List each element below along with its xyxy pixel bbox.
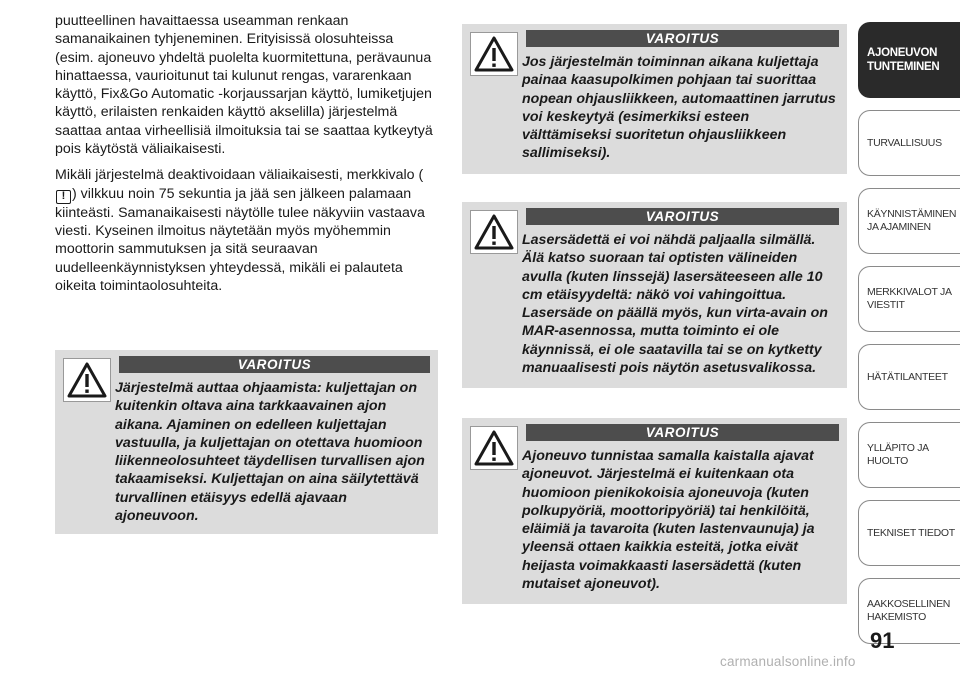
tab-label: VIESTIT (867, 299, 905, 311)
page-number: 91 (870, 628, 895, 653)
watermark: carmanualsonline.info (720, 654, 856, 669)
tab-yllapito[interactable] (858, 422, 960, 488)
warning-triangle-icon (470, 426, 518, 470)
paragraph-2 (55, 166, 435, 295)
warning-triangle-icon (470, 32, 518, 76)
tab-label: HAKEMISTO (867, 611, 926, 623)
warning-text (63, 379, 430, 525)
body-text-column (55, 12, 435, 303)
paragraph-2-start: Mikäli järjestelmä deaktivoidaan väliaikaisesti, merkkivalo ( (55, 167, 424, 184)
tab-label: AAKKOSELLINEN (867, 598, 951, 610)
tab-label: TUNTEMINEN (867, 61, 940, 73)
tab-label: TURVALLISUUS (867, 136, 942, 149)
warning-text (470, 231, 839, 377)
paragraph-2-end: ) vilkkuu noin 75 sekuntia ja jää sen jälkeen palamaan kiinteästi. Samanaikaisesti näytölle tulee näkyviin vastaava viesti. Kyseinen ilmoitus näytetään myös myöhemmin moottorin sammutuksen ja sitä seuraavan uudelleenkäynnistyksen yhteydessä, mikäli ei palauteta oikeita toimintaolosuhteita. (55, 185, 425, 294)
tab-label: MERKKIVALOT JA (867, 286, 952, 298)
tab-kaynnistaminen[interactable] (858, 188, 960, 254)
paragraph-1: puutteellinen havaittaessa useamman renkaan samanaikainen tyhjeneminen. Erityisissä olosuhteissa (esim. ajoneuvo yhdeltä puolelta kuormitettuna, perävaunua hinattaessa, vaurioitunut tai kulunut rengas, vararenkaan käyttö, Fix&Go Automatic -korjaussarjan käyttö, lumiketjujen käyttö, erilaisten renkaiden käyttö akselilla) järjestelmä saattaa antaa virheellisiä ilmoituksia tai se saattaa kytkeytyä pois käytöstä väliaikaisesti. (55, 13, 433, 158)
warning-body: Järjestelmä auttaa ohjaamista: kuljettajan on kuitenkin oltava aina tarkkaavainen ajon aikana. Ajaminen on edelleen kuljettajan vastuulla, ja kuljettajan on otettava huomioon liikenneolosuhteet täydellisen turvallisen ajon takaamiseksi. Kuljettajan on aina säilytettävä turvallinen etäisyys edellä ajavaan ajoneuvoon. (115, 380, 425, 525)
warning-box-2 (462, 24, 847, 174)
warning-triangle-icon (470, 210, 518, 254)
warning-box-3 (462, 202, 847, 388)
tab-label: YLLÄPITO JA HUOLTO (867, 442, 929, 467)
warning-text (470, 447, 839, 593)
chapter-tabs (858, 22, 960, 656)
tab-tekniset-tiedot[interactable] (858, 500, 960, 566)
tab-label: TEKNISET TIEDOT (867, 526, 955, 539)
tab-label: HÄTÄTILANTEET (867, 370, 948, 383)
warning-body: Jos järjestelmän toiminnan aikana kuljettaja painaa kaasupolkimen pohjaan tai suorittaa nopean ohjausliikkeen, automaattinen jarrutus voi keskeytyä (esimerkiksi esteen välttämiseksi suoritetun ohjausliikkeen sallimiseksi). (522, 54, 836, 162)
warning-heading: VAROITUS (526, 208, 839, 225)
warning-heading: VAROITUS (119, 356, 430, 373)
tab-ajoneuvon-tunteminen[interactable] (858, 22, 960, 98)
tab-label: AJONEUVON (867, 47, 938, 59)
warning-box-4 (462, 418, 847, 604)
warning-heading: VAROITUS (526, 30, 839, 47)
warning-text (470, 53, 839, 163)
tab-hatatilanteet[interactable] (858, 344, 960, 410)
tab-turvallisuus[interactable] (858, 110, 960, 176)
warning-heading: VAROITUS (526, 424, 839, 441)
warning-triangle-icon (63, 358, 111, 402)
warning-light-icon: ! (56, 190, 71, 204)
warning-box-1 (55, 350, 438, 534)
tab-label: KÄYNNISTÄMINEN (867, 208, 957, 220)
tab-merkkivalot[interactable] (858, 266, 960, 332)
warning-body: Ajoneuvo tunnistaa samalla kaistalla ajavat ajoneuvot. Järjestelmä ei kuitenkaan ota huomioon pienikokoisia ajoneuvoja (kuten polkupyöriä, moottoripyöriä) tai henkilöitä, eläimiä ja tavaroita (kuten lastenvaunuja) ja yleensä ottaen kaikkia esteitä, jotka eivät heijasta voimakkaasti lasersädettä (kuten mutaiset ajoneuvot). (522, 448, 815, 593)
tab-label: JA AJAMINEN (867, 221, 931, 233)
warning-body: Lasersädettä ei voi nähdä paljaalla silmällä. Älä katso suoraan tai optisten välineiden avulla (kuten linssejä) lasersäteeseen alle 10 cm etäisyydeltä: näkö voi vahingoittua. Lasersäde on päällä myös, kun virta-avain on MAR-asennossa, mutta toiminto ei ole käynnissä, ei ole saatavilla tai se on kytketty manuaalisesti pois näytön asetusvalikossa. (522, 232, 828, 377)
